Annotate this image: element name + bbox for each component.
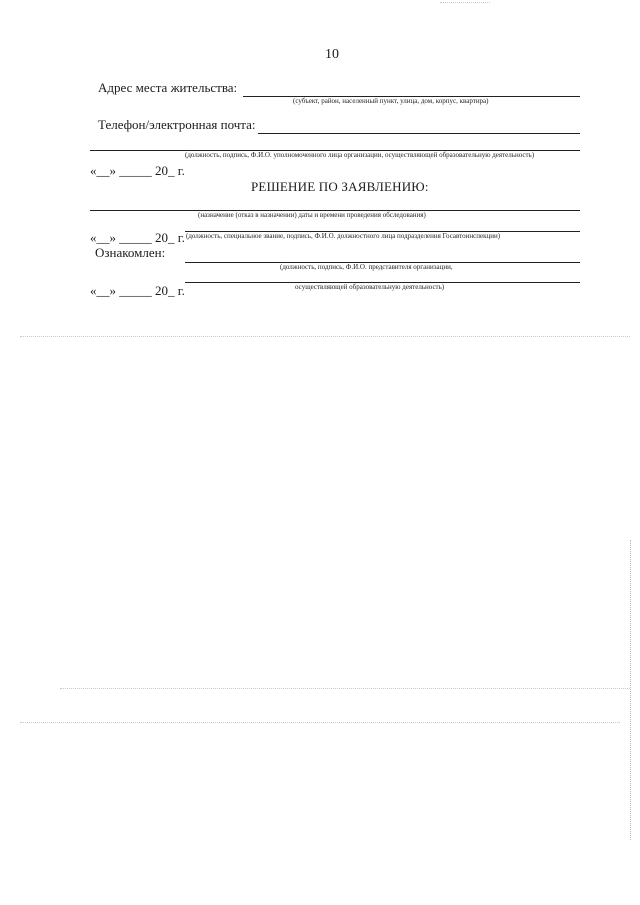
acquainted-caption-1: (должность, подпись, Ф.И.О. представителя организации,: [280, 263, 453, 271]
acquainted-caption-2: осуществляющей образовательную деятельность): [295, 283, 445, 291]
address-label: Адрес места жительства:: [98, 80, 238, 95]
page-number: 10: [325, 47, 339, 62]
address-caption: (субъект, район, населенный пункт, улица, дом, корпус, квартира): [293, 97, 489, 105]
acquainted-label: Ознакомлен:: [95, 245, 166, 260]
decision-heading: РЕШЕНИЕ ПО ЗАЯВЛЕНИЮ:: [251, 179, 429, 194]
scan-artifact-row: [20, 722, 620, 723]
phone-line: [258, 133, 580, 134]
phone-label: Телефон/электронная почта:: [98, 117, 256, 132]
decision-caption: (назначение (отказ в назначении) даты и времени проведения обследования): [198, 211, 426, 219]
date-field-3: «__» _____ 20_ г.: [90, 283, 185, 298]
inspector-caption: (должность, специальное звание, подпись, Ф.И.О. должностного лица подразделения Госавтоинспекции): [186, 232, 501, 240]
official-caption: (должность, подпись, Ф.И.О. уполномоченного лица организации, осуществляющей образовательную деятельность): [185, 151, 535, 159]
scan-artifact-top: [440, 2, 490, 3]
date-field-1: «__» _____ 20_ г.: [90, 163, 185, 178]
scan-artifact-edge: [630, 540, 631, 840]
scan-artifact-row: [60, 688, 630, 689]
scan-artifact-row: [20, 336, 630, 337]
date-field-2: «__» _____ 20_ г.: [90, 230, 185, 245]
